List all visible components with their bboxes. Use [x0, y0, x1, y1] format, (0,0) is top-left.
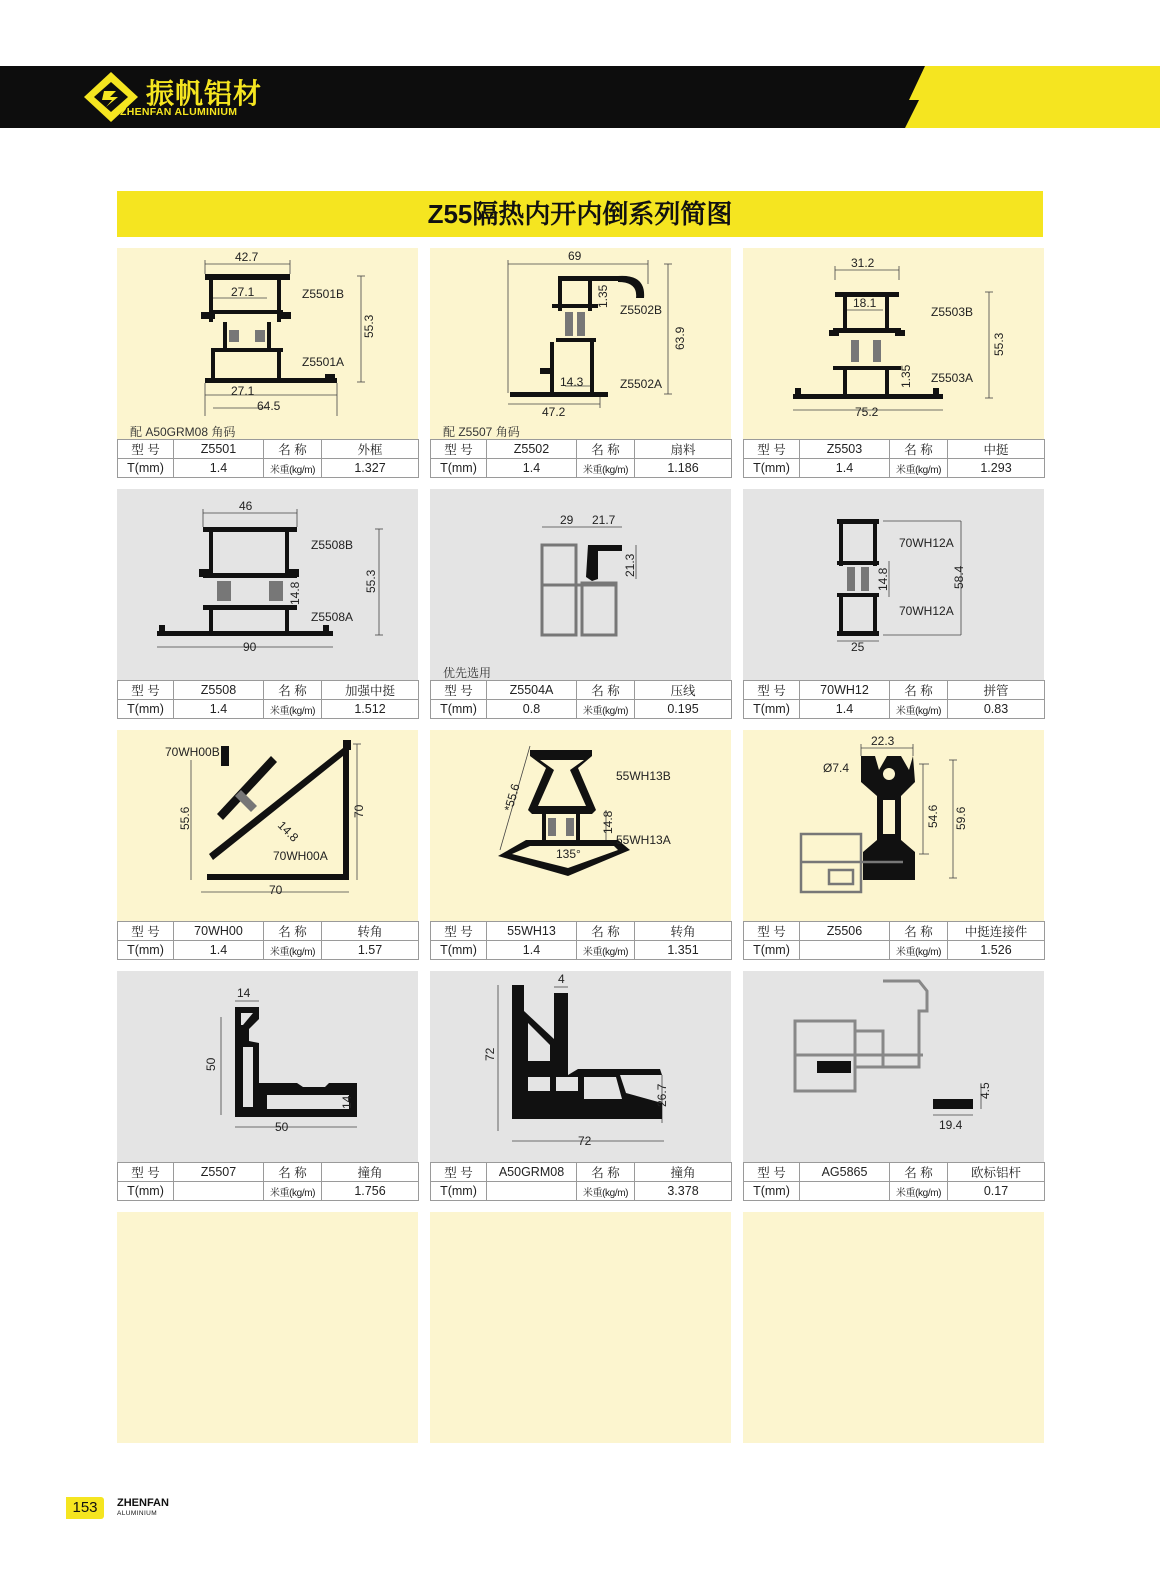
dim-label: 72	[578, 1134, 592, 1148]
profile-note: 配 Z5507 角码	[443, 425, 520, 439]
label-thickness: T(mm)	[744, 700, 800, 719]
label-model: 型 号	[744, 1163, 800, 1182]
name-value: 加强中挺	[322, 681, 419, 700]
label-thickness: T(mm)	[744, 1182, 800, 1201]
dim-label: 135°	[556, 847, 581, 861]
dim-label: 22.3	[871, 734, 895, 748]
model-value: 70WH00	[174, 922, 264, 941]
label-name: 名 称	[577, 440, 635, 459]
label-model: 型 号	[431, 1163, 487, 1182]
label-thickness: T(mm)	[431, 941, 487, 960]
profile-drawing-panel	[430, 730, 731, 921]
part-label: 70WH00A	[273, 849, 328, 863]
thickness-value	[800, 941, 890, 960]
spec-table	[430, 921, 732, 960]
label-thickness: T(mm)	[118, 700, 174, 719]
label-weight: 米重(kg/m)	[264, 941, 322, 960]
dim-label: 69	[568, 249, 582, 263]
dim-label: 27.1	[231, 384, 255, 398]
spec-table	[743, 921, 1045, 960]
part-label: Z5508B	[311, 538, 354, 552]
profile-drawing-panel	[430, 971, 731, 1162]
label-weight: 米重(kg/m)	[577, 700, 635, 719]
spec-table	[117, 680, 419, 719]
dim-label: 21.7	[592, 513, 616, 527]
label-name: 名 称	[264, 1163, 322, 1182]
dim-label: 14.8	[274, 818, 302, 845]
label-name: 名 称	[264, 440, 322, 459]
empty-panel	[430, 1212, 731, 1443]
dim-label: 1.35	[596, 284, 610, 308]
dim-label: 14	[340, 1095, 354, 1109]
part-label: 55WH13A	[616, 833, 671, 847]
profile-drawing-panel	[117, 248, 418, 439]
dim-label: 90	[243, 640, 257, 654]
dim-label: 55.6	[178, 806, 192, 830]
name-value: 撞角	[322, 1163, 419, 1182]
dim-label: 25	[851, 640, 865, 654]
label-weight: 米重(kg/m)	[577, 1182, 635, 1201]
dim-label: 63.9	[673, 326, 687, 350]
profile-drawing-panel	[117, 971, 418, 1162]
profile-drawing-panel	[430, 489, 731, 680]
name-value: 欧标铝杆	[948, 1163, 1045, 1182]
part-label: 70WH12A	[899, 536, 954, 550]
page-number: 153	[66, 1497, 104, 1519]
model-value: 70WH12	[800, 681, 890, 700]
spec-table	[430, 439, 732, 478]
dim-label: 19.4	[939, 1118, 963, 1132]
profile-z5507-drawing	[117, 971, 418, 1162]
profile-drawing-panel	[743, 248, 1044, 439]
model-value: A50GRM08	[487, 1163, 577, 1182]
thickness-value: 1.4	[174, 941, 264, 960]
label-thickness: T(mm)	[431, 459, 487, 478]
label-thickness: T(mm)	[118, 941, 174, 960]
part-label: Z5503A	[931, 371, 974, 385]
dim-label: 55.3	[364, 569, 378, 593]
brand-name-en: ZHENFAN ALUMINIUM	[120, 106, 238, 118]
dim-label: 14.8	[876, 567, 890, 591]
model-value: Z5502	[487, 440, 577, 459]
spec-table	[117, 439, 419, 478]
spec-table	[743, 439, 1045, 478]
weight-value: 0.17	[948, 1182, 1045, 1201]
weight-value: 1.293	[948, 459, 1045, 478]
spec-table	[117, 921, 419, 960]
name-value: 撞角	[635, 1163, 732, 1182]
spec-table	[430, 680, 732, 719]
weight-value: 0.195	[635, 700, 732, 719]
profile-note: 配 A50GRM08 角码	[130, 425, 236, 439]
dim-label: 14	[237, 986, 251, 1000]
dim-label: 59.6	[954, 806, 968, 830]
label-model: 型 号	[431, 681, 487, 700]
model-value: Z5507	[174, 1163, 264, 1182]
profile-z5503-drawing	[743, 248, 1044, 439]
weight-value: 1.512	[322, 700, 419, 719]
dim-label: Ø7.4	[823, 761, 850, 775]
label-name: 名 称	[264, 922, 322, 941]
label-thickness: T(mm)	[118, 1182, 174, 1201]
profile-cell-70wh00	[117, 730, 418, 970]
profile-z5506-drawing	[743, 730, 1044, 921]
weight-value: 1.57	[322, 941, 419, 960]
profile-cell-55wh13	[430, 730, 731, 970]
label-name: 名 称	[264, 681, 322, 700]
part-label: Z5503B	[931, 305, 974, 319]
dim-label: 1.35	[899, 364, 913, 388]
spec-table	[743, 680, 1045, 719]
weight-value: 1.756	[322, 1182, 419, 1201]
profile-drawing-panel	[743, 730, 1044, 921]
model-value: Z5506	[800, 922, 890, 941]
part-label: 55WH13B	[616, 769, 671, 783]
label-name: 名 称	[890, 922, 948, 941]
name-value: 中挺连接件	[948, 922, 1045, 941]
label-thickness: T(mm)	[744, 459, 800, 478]
label-model: 型 号	[744, 440, 800, 459]
thickness-value: 0.8	[487, 700, 577, 719]
dim-label: 26.7	[655, 1083, 669, 1107]
dim-label: 64.5	[257, 399, 281, 413]
profile-a50grm08-drawing	[430, 971, 731, 1162]
thickness-value: 1.4	[487, 459, 577, 478]
dim-label: 58.4	[952, 565, 966, 589]
label-model: 型 号	[431, 440, 487, 459]
profile-ag5865-drawing	[743, 971, 1044, 1162]
profile-z5508-drawing	[117, 489, 418, 680]
label-weight: 米重(kg/m)	[264, 700, 322, 719]
label-model: 型 号	[431, 922, 487, 941]
label-name: 名 称	[577, 922, 635, 941]
dim-label: 75.2	[855, 405, 879, 419]
dim-label: 54.6	[926, 804, 940, 828]
label-thickness: T(mm)	[118, 459, 174, 478]
label-name: 名 称	[577, 1163, 635, 1182]
name-value: 转角	[322, 922, 419, 941]
dim-label: 72	[483, 1047, 497, 1061]
name-value: 转角	[635, 922, 732, 941]
name-value: 压线	[635, 681, 732, 700]
header-accent	[905, 66, 1160, 128]
part-label: 70WH12A	[899, 604, 954, 618]
profile-cell-z5501	[117, 248, 418, 488]
dim-label: 46	[239, 499, 253, 513]
profile-drawing-panel	[117, 730, 418, 921]
thickness-value	[174, 1182, 264, 1201]
footer-brand: ZHENFAN	[117, 1497, 169, 1509]
name-value: 中挺	[948, 440, 1045, 459]
dim-label: 18.1	[853, 296, 877, 310]
thickness-value: 1.4	[800, 459, 890, 478]
label-name: 名 称	[890, 440, 948, 459]
dim-label: 50	[275, 1120, 289, 1134]
label-weight: 米重(kg/m)	[890, 1182, 948, 1201]
thickness-value: 1.4	[487, 941, 577, 960]
weight-value: 3.378	[635, 1182, 732, 1201]
profile-drawing-panel	[430, 248, 731, 439]
thickness-value: 1.4	[174, 700, 264, 719]
weight-value: 1.526	[948, 941, 1045, 960]
weight-value: 1.327	[322, 459, 419, 478]
dim-label: 42.7	[235, 250, 259, 264]
profile-drawing-panel	[743, 971, 1044, 1162]
dim-label: 4	[558, 972, 565, 986]
part-label: 70WH00B	[165, 745, 220, 759]
label-thickness: T(mm)	[431, 700, 487, 719]
dim-label: 14.3	[560, 375, 584, 389]
profile-z5502-drawing	[430, 248, 731, 439]
profile-z5501-drawing	[117, 248, 418, 439]
thickness-value	[487, 1182, 577, 1201]
label-model: 型 号	[118, 922, 174, 941]
part-label: Z5502A	[620, 377, 663, 391]
dim-label: 14.8	[288, 581, 302, 605]
thickness-value: 1.4	[174, 459, 264, 478]
name-value: 扇料	[635, 440, 732, 459]
model-value: Z5503	[800, 440, 890, 459]
thickness-value: 1.4	[800, 700, 890, 719]
label-name: 名 称	[890, 681, 948, 700]
spec-table	[743, 1162, 1045, 1201]
dim-label: 14.8	[601, 810, 615, 834]
brand-name-cn: 振帆铝材	[146, 78, 263, 109]
label-model: 型 号	[744, 922, 800, 941]
profile-cell-z5504a	[430, 489, 731, 729]
label-weight: 米重(kg/m)	[890, 941, 948, 960]
part-label: Z5508A	[311, 610, 354, 624]
name-value: 拼管	[948, 681, 1045, 700]
dim-label: 4.5	[978, 1082, 992, 1099]
dim-label: 55.3	[362, 314, 376, 338]
dim-label: 47.2	[542, 405, 566, 419]
dim-label: 70	[352, 804, 366, 818]
empty-panel	[117, 1212, 418, 1443]
label-name: 名 称	[577, 681, 635, 700]
part-label: Z5501A	[302, 355, 345, 369]
profile-z5504a-drawing	[430, 489, 731, 680]
part-label: Z5501B	[302, 287, 345, 301]
profile-cell-a50grm08	[430, 971, 731, 1211]
dim-label: 27.1	[231, 285, 255, 299]
model-value: Z5501	[174, 440, 264, 459]
profile-cell-z5502	[430, 248, 731, 488]
model-value: AG5865	[800, 1163, 890, 1182]
profile-cell-z5507	[117, 971, 418, 1211]
footer-brand-sub: ALUMINIUM	[117, 1510, 158, 1517]
profile-drawing-panel	[743, 489, 1044, 680]
empty-panel	[743, 1212, 1044, 1443]
name-value: 外框	[322, 440, 419, 459]
dim-label: 50	[204, 1057, 218, 1071]
profile-55wh13-drawing	[430, 730, 731, 921]
profile-cell-ag5865	[743, 971, 1044, 1211]
profile-70wh12-drawing	[743, 489, 1044, 680]
label-weight: 米重(kg/m)	[577, 459, 635, 478]
profile-note: 优先选用	[443, 666, 492, 680]
label-model: 型 号	[118, 681, 174, 700]
spec-table	[430, 1162, 732, 1201]
profile-drawing-panel	[117, 489, 418, 680]
profile-cell-z5508	[117, 489, 418, 729]
label-weight: 米重(kg/m)	[577, 941, 635, 960]
spec-table	[117, 1162, 419, 1201]
label-weight: 米重(kg/m)	[264, 459, 322, 478]
weight-value: 0.83	[948, 700, 1045, 719]
profile-70wh00-drawing	[117, 730, 418, 921]
model-value: Z5504A	[487, 681, 577, 700]
label-weight: 米重(kg/m)	[890, 459, 948, 478]
profile-cell-z5503	[743, 248, 1044, 488]
dim-label: *55.6	[501, 782, 523, 813]
profile-cell-70wh12	[743, 489, 1044, 729]
dim-label: 31.2	[851, 256, 875, 270]
label-thickness: T(mm)	[744, 941, 800, 960]
thickness-value	[800, 1182, 890, 1201]
weight-value: 1.186	[635, 459, 732, 478]
label-weight: 米重(kg/m)	[264, 1182, 322, 1201]
profile-cell-z5506	[743, 730, 1044, 970]
label-thickness: T(mm)	[431, 1182, 487, 1201]
label-model: 型 号	[744, 681, 800, 700]
label-model: 型 号	[118, 1163, 174, 1182]
part-label: Z5502B	[620, 303, 663, 317]
label-name: 名 称	[890, 1163, 948, 1182]
page-title: Z55隔热内开内倒系列简图	[117, 191, 1043, 237]
label-weight: 米重(kg/m)	[890, 700, 948, 719]
label-model: 型 号	[118, 440, 174, 459]
dim-label: 29	[560, 513, 574, 527]
model-value: 55WH13	[487, 922, 577, 941]
model-value: Z5508	[174, 681, 264, 700]
dim-label: 55.3	[992, 332, 1006, 356]
weight-value: 1.351	[635, 941, 732, 960]
dim-label: 21.3	[623, 553, 637, 577]
dim-label: 70	[269, 883, 283, 897]
